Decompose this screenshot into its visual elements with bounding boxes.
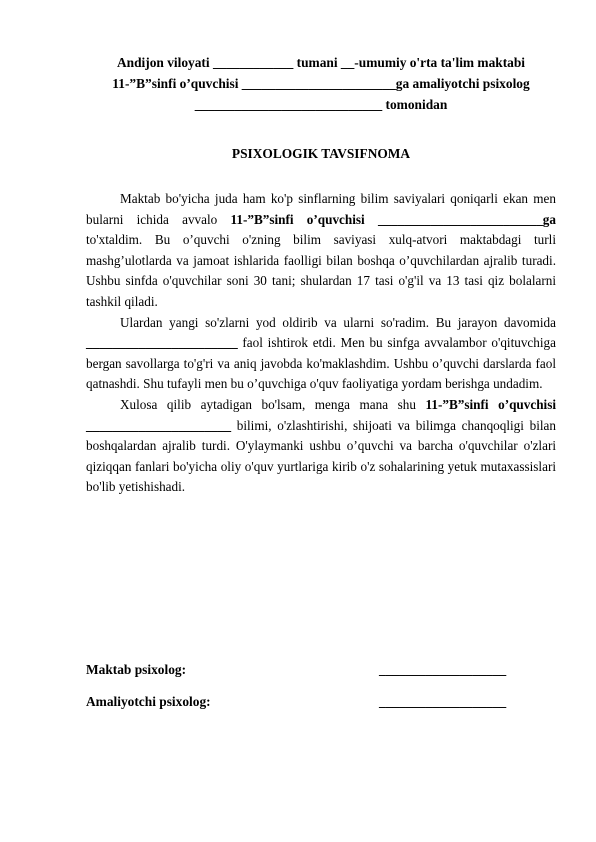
signature-label: Maktab psixolog: [86,662,187,677]
paragraph-3-text-b: bilimi, o'zlashtirishi, shijoati va bilimga chanqoqligi bilan boshqalardan ajralib turdi. O'ylaymanki ushbu o’quvchi va barcha o'quvchilar o'zlari qiziqqan fanlari bo'yicha oliy o'quv yurtlariga kirib o'z sohalarining yetuk mutaxassislari bo'lib yetishishadi. [86,417,556,495]
paragraph-3-text-a: Xulosa qilib aytadigan bo'lsam, menga mana shu [120,396,426,412]
paragraph-3 [86,395,556,498]
document-title: PSIXOLOGIK TAVSIFNOMA [231,146,411,161]
signature-line: ___________________ [379,694,507,709]
paragraph-1 [86,189,556,313]
document-page [86,52,556,498]
paragraph-2-blank: _______________________ [86,335,238,351]
document-body [86,189,556,498]
header-line-1: Andijon viloyati ____________ tumani __-umumiy o'rta ta'lim maktabi [116,55,526,70]
paragraph-1-student: 11-”B”sinfi o’quvchisi _________________________ga [230,211,556,227]
paragraph-2 [86,313,556,395]
header-line-2: 11-”B”sinfi o’quvchisi _______________________ga amaliyotchi psixolog [112,76,530,91]
signature-line: ___________________ [379,662,507,677]
paragraph-2-text-a: Ulardan yangi so'zlarni yod oldirib va ularni so'radim. Bu jarayon davomida [120,314,556,330]
header-line-3: ____________________________ tomonidan [194,97,448,112]
paragraph-2-text-b: faol ishtirok etdi. Men bu sinfga avvalambor o'qituvchiga bergan savollarga to'g'ri va aniq javobda ko'maklashdim. Ushbu o’quvchi darslarda faol qatnashdi. Shu tufayli men bu o’quvchiga o'quv faoliyatiga yordam berishga undadim. [86,335,556,392]
signature-label: Amaliyotchi psixolog: [86,694,211,709]
paragraph-3-student: 11-”B”sinfi o’quvchisi [425,396,556,412]
paragraph-1-text-a: Maktab bo'yicha juda ham ko'p sinflarning bilim saviyalari qoniqarli ekan men bularni ichida avvalo [86,191,556,227]
paragraph-1-text-b: to'xtaldim. Bu o’quvchi o'zning bilim saviyasi xulq-atvori maktabdagi turli mashg’ulotlarda va jamoat ishlarida faolligi bilan boshqa o’quvchilardan ajralib turadi. Ushbu sinfda o'quvchilar soni 30 tani; shulardan 17 tasi o'g'il va 13 tasi qiz bolalarni tashkil qiladi. [86,232,556,309]
paragraph-3-blank: ______________________ [86,417,232,433]
